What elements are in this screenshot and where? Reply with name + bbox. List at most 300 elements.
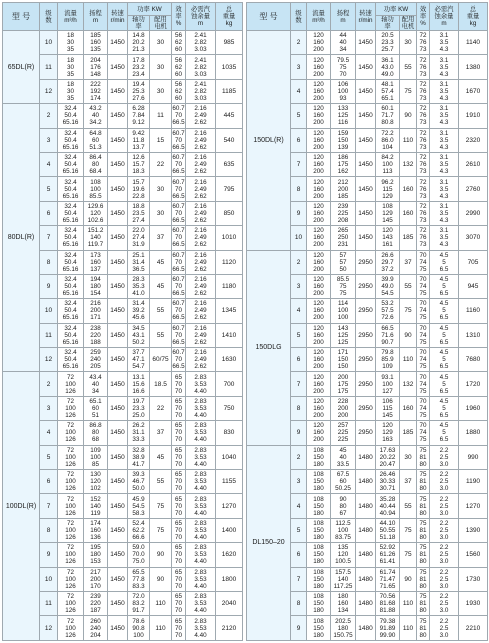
shaft-power-cell: 36.1 43.0 49.0 (376, 55, 400, 79)
efficiency-cell: 60.7 70 66.5 (172, 349, 185, 371)
speed-cell: 1450 (356, 226, 376, 250)
weight-cell: 1930 (459, 591, 488, 615)
efficiency-cell: 72 76 73 (417, 226, 430, 250)
head-cell: 90 80 67 (331, 494, 356, 518)
model-cell: DL150–20 (247, 445, 291, 640)
flow-cell: 32.4 50.4 65.16 (58, 323, 84, 347)
weight-cell: 1720 (459, 372, 488, 396)
header-model: 型 号 (3, 3, 40, 31)
npsh-cell: 3.1 3.5 4.3 (430, 201, 459, 225)
flow-cell: 108 150 180 (307, 616, 331, 641)
motor-power-cell: 90 (150, 543, 172, 567)
efficiency-cell: 65 70 70 (172, 518, 186, 542)
shaft-power-cell: 18.8 23.5 27.4 (128, 201, 150, 225)
stages-cell: 8 (291, 177, 307, 201)
head-cell: 64.8 60 51.3 (84, 128, 108, 152)
shaft-power-cell: 70.56 81.68 81.88 (376, 591, 400, 615)
shaft-power-cell: 19.7 23.3 25.0 (128, 396, 150, 420)
stages-cell: 6 (291, 128, 307, 152)
npsh-cell: 2.2 2.5 3.0 (430, 616, 459, 641)
header-shaft-power: 轴功 率 (128, 16, 150, 31)
table-row (247, 445, 488, 469)
head-cell: 171 150 150 (331, 348, 356, 372)
speed-cell: 1450 (356, 55, 376, 79)
speed-cell: 1450 (108, 348, 128, 372)
weight-cell: 1380 (459, 55, 488, 79)
flow-cell: 32.4 50.4 65.16 (58, 104, 84, 128)
weight-cell: 1035 (216, 55, 243, 79)
stages-cell: 6 (40, 201, 58, 225)
efficiency-cell: 70 74 75 (417, 396, 430, 420)
efficiency-cell: 72 76 73 (417, 55, 430, 79)
speed-cell: 1450 (108, 55, 128, 79)
npsh-cell: 2.83 3.53 4.40 (186, 518, 216, 542)
head-cell: 65.1 60 51 (84, 396, 108, 420)
head-cell: 239 225 208 (331, 201, 356, 225)
shaft-power-cell: 59.0 70.0 75.0 (128, 543, 150, 567)
shaft-power-cell: 15.7 19.6 22.8 (128, 177, 150, 201)
flow-cell: 120 160 200 (307, 274, 331, 298)
stages-cell: 10 (40, 31, 58, 55)
head-cell: 157.5 140 117.25 (331, 567, 356, 591)
motor-power-cell: 75 (400, 79, 417, 103)
left-spec-table (2, 2, 243, 641)
head-cell: 135 120 100.5 (331, 543, 356, 567)
motor-power-cell: 55 (400, 274, 417, 298)
weight-cell: 1670 (459, 79, 488, 103)
head-cell: 186 175 162 (331, 152, 356, 176)
npsh-cell: 2.83 3.53 4.40 (186, 421, 216, 445)
npsh-cell: 2.16 2.49 2.62 (186, 348, 216, 372)
speed-cell: 2950 (356, 348, 376, 372)
speed-cell: 1450 (108, 567, 128, 591)
shaft-power-cell: 37.7 47.1 54.7 (128, 348, 150, 372)
efficiency-cell: 56 62 60 (172, 79, 186, 103)
flow-cell: 72 100 126 (58, 445, 84, 469)
efficiency-cell: 60.7 70 66.5 (172, 276, 185, 298)
stages-cell: 5 (40, 445, 58, 469)
weight-cell: 445 (216, 104, 243, 128)
head-cell: 85.5 75 75 (331, 274, 356, 298)
npsh-cell: 2.2 2.5 3.0 (430, 494, 459, 518)
flow-cell: 32.4 50.4 65.16 (58, 201, 84, 225)
weight-cell: 635 (216, 152, 243, 176)
weight-cell: 705 (459, 250, 488, 274)
flow-cell: 108 150 180 (307, 518, 331, 542)
head-cell: 212 200 185 (331, 177, 356, 201)
header-speed: 转速 r/min (356, 3, 376, 31)
speed-cell: 1450 (108, 128, 128, 152)
speed-cell: 1450 (108, 201, 128, 225)
speed-cell: 1450 (356, 152, 376, 176)
motor-power-cell: 45 (150, 274, 172, 298)
npsh-cell: 2.41 2.82 3.03 (186, 55, 216, 79)
flow-cell: 72 100 126 (58, 518, 84, 542)
weight-cell: 1800 (216, 567, 243, 591)
speed-cell: 1450 (108, 79, 128, 103)
npsh-cell: 3.1 3.5 4.3 (430, 128, 459, 152)
speed-cell: 1480 (356, 543, 376, 567)
speed-cell: 1450 (356, 79, 376, 103)
speed-cell: 1450 (108, 591, 128, 615)
stages-cell: 7 (40, 226, 58, 250)
efficiency-cell: 60.7 70 66.5 (172, 129, 185, 151)
weight-cell: 1270 (459, 494, 488, 518)
efficiency-cell: 75 81 80 (417, 543, 430, 567)
weight-cell: 1880 (459, 421, 488, 445)
flow-cell: 108 150 180 (307, 445, 331, 469)
weight-cell: 1310 (459, 323, 488, 347)
npsh-cell: 2.2 2.5 3.0 (430, 470, 459, 494)
flow-cell: 72 100 126 (58, 591, 84, 615)
motor-power-cell: 30 (400, 445, 417, 469)
npsh-cell: 2.2 2.5 3.0 (430, 518, 459, 542)
stages-cell: 5 (291, 104, 307, 128)
weight-cell: 2120 (216, 616, 243, 641)
weight-cell: 850 (216, 201, 243, 225)
flow-cell: 108 150 180 (307, 591, 331, 615)
stages-cell: 8 (40, 518, 58, 542)
head-cell: 129.6 120 102.6 (84, 201, 108, 225)
shaft-power-cell: 13.1 15.6 16.6 (128, 372, 150, 396)
shaft-power-cell: 52.4 62.2 66.6 (128, 518, 150, 542)
shaft-power-cell: 34.5 43.1 50.2 (128, 323, 150, 347)
weight-cell: 2040 (216, 591, 243, 615)
stages-cell: 5 (291, 518, 307, 542)
motor-power-cell: 37 (400, 250, 417, 274)
npsh-cell: 4.5 5 6.5 (430, 372, 459, 396)
table-row (3, 31, 243, 55)
flow-cell: 72 100 126 (58, 543, 84, 567)
shaft-power-cell: 72.0 83.2 91.7 (128, 591, 150, 615)
motor-power-cell: 11 (150, 104, 172, 128)
stages-cell: 7 (291, 152, 307, 176)
shaft-power-cell: 79.8 85.9 109 (376, 348, 400, 372)
flow-cell: 120 160 200 (307, 372, 331, 396)
weight-cell: 1140 (459, 31, 488, 55)
npsh-cell: 2.16 2.49 2.62 (186, 299, 216, 323)
speed-cell: 1450 (356, 201, 376, 225)
header-shaft-power: 轴功 率 (376, 16, 400, 31)
weight-cell: 700 (216, 372, 243, 396)
shaft-power-cell: 39.9 49.0 54.5 (376, 274, 400, 298)
weight-cell: 540 (216, 128, 243, 152)
right-spec-table (246, 2, 488, 641)
stages-cell: 11 (40, 55, 58, 79)
shaft-power-cell: 72.2 86.0 104 (376, 128, 400, 152)
header-head: 扬程 m (84, 3, 108, 31)
weight-cell: 1010 (216, 226, 243, 250)
speed-cell: 1450 (108, 396, 128, 420)
head-cell: 202.5 180 150.75 (331, 616, 356, 641)
shaft-power-cell: 79.38 91.89 99.90 (376, 616, 400, 641)
efficiency-cell: 72 76 73 (417, 104, 430, 128)
npsh-cell: 2.41 2.82 3.03 (186, 31, 216, 55)
stages-cell: 11 (40, 323, 58, 347)
shaft-power-cell: 84.2 100 113 (376, 152, 400, 176)
motor-power-cell: 132 (400, 152, 417, 176)
efficiency-cell: 65 70 70 (172, 470, 186, 494)
stages-cell: 9 (291, 201, 307, 225)
flow-cell: 120 160 200 (307, 323, 331, 347)
flow-cell: 18 30 35 (58, 31, 84, 55)
efficiency-cell: 65 70 70 (172, 567, 186, 591)
weight-cell: 990 (459, 445, 488, 469)
weight-cell: 1560 (459, 543, 488, 567)
efficiency-cell: 70 74 75 (417, 421, 430, 445)
efficiency-cell: 60.7 70 66.5 (172, 300, 185, 322)
flow-cell: 120 160 200 (307, 250, 331, 274)
efficiency-cell: 65 70 70 (172, 543, 186, 567)
motor-power-cell: 90 (400, 104, 417, 128)
flow-cell: 120 160 200 (307, 79, 331, 103)
head-cell: 143 125 125 (331, 323, 356, 347)
stages-cell: 6 (291, 543, 307, 567)
head-cell: 185 160 135 (84, 31, 108, 55)
flow-cell: 120 160 200 (307, 177, 331, 201)
efficiency-cell: 65 70 70 (172, 494, 186, 518)
motor-power-cell: 30 (400, 31, 417, 55)
shaft-power-cell: 35.28 40.44 40.94 (376, 494, 400, 518)
motor-power-cell: 160 (400, 201, 417, 225)
header-efficiency: 效 率 % (172, 3, 186, 31)
motor-power-cell: 132 (400, 372, 417, 396)
flow-cell: 120 160 200 (307, 348, 331, 372)
stages-cell: 8 (291, 591, 307, 615)
efficiency-cell: 75 81 80 (417, 470, 430, 494)
efficiency-cell: 60.7 70 66.5 (172, 251, 185, 273)
motor-power-cell: 160 (400, 396, 417, 420)
stages-cell: 9 (291, 421, 307, 445)
shaft-power-cell: 12.6 15.7 18.3 (128, 152, 150, 176)
flow-cell: 32.4 50.4 65.16 (58, 152, 84, 176)
npsh-cell: 2.16 2.49 2.62 (186, 128, 216, 152)
speed-cell: 1450 (108, 274, 128, 298)
motor-power-cell: 185 (400, 226, 417, 250)
shaft-power-cell: 17.8 23.2 23.4 (128, 55, 150, 79)
motor-power-cell: 60/75 (150, 348, 172, 372)
weight-cell: 1390 (459, 518, 488, 542)
shaft-power-cell: 31.4 39.2 45.6 (128, 299, 150, 323)
npsh-cell: 2.2 2.5 3.0 (430, 445, 459, 469)
header-stages: 级 数 (291, 3, 307, 31)
flow-cell: 108 150 180 (307, 494, 331, 518)
motor-power-cell: 37 (150, 226, 172, 250)
left-table-body (3, 31, 243, 641)
model-cell: 150DL(R) (247, 31, 291, 251)
efficiency-cell: 60.7 70 66.5 (172, 178, 185, 200)
stages-cell: 7 (40, 494, 58, 518)
head-cell: 151.2 140 119.7 (84, 226, 108, 250)
head-cell: 173 160 137 (84, 250, 108, 274)
weight-cell: 945 (459, 274, 488, 298)
speed-cell: 1450 (108, 372, 128, 396)
shaft-power-cell: 22.0 27.4 31.9 (128, 226, 150, 250)
efficiency-cell: 75 81 80 (417, 567, 430, 591)
flow-cell: 108 150 180 (307, 543, 331, 567)
speed-cell: 1450 (108, 470, 128, 494)
head-cell: 106 100 93 (331, 79, 356, 103)
efficiency-cell: 60.7 70 66.5 (172, 154, 185, 176)
npsh-cell: 2.41 2.82 3.03 (186, 79, 216, 103)
weight-cell: 1120 (216, 250, 243, 274)
flow-cell: 120 160 200 (307, 55, 331, 79)
stages-cell: 2 (40, 372, 58, 396)
shaft-power-cell: 44.10 50.55 51.18 (376, 518, 400, 542)
efficiency-cell: 65 70 70 (172, 616, 186, 641)
shaft-power-cell: 39.3 46.7 50.0 (128, 470, 150, 494)
stages-cell: 6 (40, 470, 58, 494)
shaft-power-cell: 48.1 57.4 65.1 (376, 79, 400, 103)
motor-power-cell: 30 (150, 79, 172, 103)
weight-cell: 1630 (216, 348, 243, 372)
efficiency-cell: 72 76 73 (417, 177, 430, 201)
head-cell: 43.4 40 34 (84, 372, 108, 396)
flow-cell: 108 150 180 (307, 567, 331, 591)
head-cell: 67.5 60 50.25 (331, 470, 356, 494)
speed-cell: 1480 (356, 494, 376, 518)
efficiency-cell: 65 70 70 (172, 591, 186, 615)
header-weight: 总 重量 kg (459, 3, 488, 31)
stages-cell: 8 (291, 396, 307, 420)
stages-cell: 9 (291, 616, 307, 641)
speed-cell: 1480 (356, 518, 376, 542)
shaft-power-cell: 6.28 7.84 9.12 (128, 104, 150, 128)
npsh-cell: 4.5 5 6.5 (430, 396, 459, 420)
motor-power-cell: 90 (400, 323, 417, 347)
shaft-power-cell: 52.92 61.26 61.41 (376, 543, 400, 567)
npsh-cell: 2.16 2.49 2.62 (186, 152, 216, 176)
shaft-power-cell: 25.1 31.4 36.5 (128, 250, 150, 274)
weight-cell: 1190 (459, 470, 488, 494)
speed-cell: 1450 (108, 152, 128, 176)
shaft-power-cell: 53.2 57.5 72.6 (376, 299, 400, 323)
shaft-power-cell: 32.8 38.9 41.7 (128, 445, 150, 469)
npsh-cell: 4.5 5 6.5 (430, 250, 459, 274)
speed-cell: 1450 (108, 226, 128, 250)
head-cell: 109 100 85 (84, 445, 108, 469)
motor-power-cell: 22 (150, 152, 172, 176)
efficiency-cell: 65 70 70 (172, 396, 186, 420)
speed-cell: 1450 (356, 177, 376, 201)
npsh-cell: 2.2 2.5 3.0 (430, 591, 459, 615)
shaft-power-cell: 14.8 20.2 21.3 (128, 31, 150, 55)
weight-cell: 2210 (459, 616, 488, 641)
motor-power-cell: 110 (400, 128, 417, 152)
shaft-power-cell: 61.74 71.47 71.65 (376, 567, 400, 591)
efficiency-cell: 60.7 70 66.5 (172, 105, 185, 127)
head-cell: 204 176 148 (84, 55, 108, 79)
speed-cell: 1450 (108, 445, 128, 469)
stages-cell: 8 (40, 250, 58, 274)
stages-cell: 9 (40, 543, 58, 567)
npsh-cell: 3.1 3.5 4.3 (430, 55, 459, 79)
weight-cell: 2320 (459, 128, 488, 152)
motor-power-cell: 55 (150, 299, 172, 323)
weight-cell: 1730 (459, 567, 488, 591)
npsh-cell: 3.1 3.5 4.3 (430, 226, 459, 250)
head-cell: 86.8 80 68 (84, 421, 108, 445)
efficiency-cell: 56 62 60 (172, 55, 186, 79)
shaft-power-cell: 108 129 145 (376, 201, 400, 225)
weight-cell: 1345 (216, 299, 243, 323)
efficiency-cell: 70 74 75 (417, 348, 430, 372)
motor-power-cell: 22 (150, 396, 172, 420)
header-npsh: 必需汽 蚀余量 m (186, 3, 216, 31)
weight-cell: 750 (216, 396, 243, 420)
head-cell: 159 150 139 (331, 128, 356, 152)
flow-cell: 120 160 200 (307, 201, 331, 225)
motor-power-cell: 75 (400, 543, 417, 567)
motor-power-cell: 18.5 (150, 372, 172, 396)
stages-cell: 2 (40, 104, 58, 128)
npsh-cell: 3.1 3.5 4.3 (430, 177, 459, 201)
motor-power-cell: 110 (400, 348, 417, 372)
header-power: 功率 KW (376, 3, 417, 16)
weight-cell: 3070 (459, 226, 488, 250)
efficiency-cell: 56 62 60 (172, 31, 186, 55)
weight-cell: 795 (216, 177, 243, 201)
table-row (3, 372, 243, 396)
flow-cell: 108 150 180 (307, 470, 331, 494)
speed-cell: 1450 (108, 323, 128, 347)
model-cell: 65DL(R) (3, 31, 40, 104)
speed-cell: 2950 (356, 250, 376, 274)
npsh-cell: 4.5 5 6.5 (430, 274, 459, 298)
head-cell: 222 192 174 (84, 79, 108, 103)
npsh-cell: 3.1 3.5 4.3 (430, 79, 459, 103)
weight-cell: 2760 (459, 177, 488, 201)
stages-cell: 4 (291, 299, 307, 323)
npsh-cell: 2.83 3.53 4.40 (186, 616, 216, 641)
stages-cell: 6 (291, 348, 307, 372)
motor-power-cell: 185 (400, 421, 417, 445)
flow-cell: 120 160 200 (307, 128, 331, 152)
npsh-cell: 2.2 2.5 3.0 (430, 543, 459, 567)
head-cell: 200 175 175 (331, 372, 356, 396)
efficiency-cell: 70 74 75 (417, 299, 430, 323)
header-power: 功率 KW (128, 3, 172, 16)
speed-cell: 2950 (356, 299, 376, 323)
head-cell: 79.5 75 70 (331, 55, 356, 79)
head-cell: 45 40 33.5 (331, 445, 356, 469)
right-table-body (247, 31, 488, 641)
weight-cell: 1270 (216, 494, 243, 518)
head-cell: 152 140 119 (84, 494, 108, 518)
efficiency-cell: 70 74 75 (417, 274, 430, 298)
head-cell: 57 57 50 (331, 250, 356, 274)
speed-cell: 1480 (356, 470, 376, 494)
flow-cell: 32.4 50.4 65.16 (58, 250, 84, 274)
head-cell: 112.5 100 83.75 (331, 518, 356, 542)
motor-power-cell: 37 (400, 470, 417, 494)
motor-power-cell: 30 (150, 55, 172, 79)
head-cell: 259 240 205 (84, 348, 108, 372)
efficiency-cell: 70 74 75 (417, 323, 430, 347)
header-flow: 流量 m³/h (58, 3, 84, 31)
motor-power-cell: 160 (400, 177, 417, 201)
efficiency-cell: 72 76 73 (417, 128, 430, 152)
motor-power-cell: 75 (150, 518, 172, 542)
motor-power-cell: 45 (150, 445, 172, 469)
motor-power-cell: 75 (400, 299, 417, 323)
speed-cell: 1480 (356, 591, 376, 615)
efficiency-cell: 60.7 70 66.5 (172, 202, 185, 224)
stages-cell: 10 (291, 226, 307, 250)
motor-power-cell: 55 (400, 494, 417, 518)
speed-cell: 1450 (108, 104, 128, 128)
head-cell: 260 240 204 (84, 616, 108, 641)
